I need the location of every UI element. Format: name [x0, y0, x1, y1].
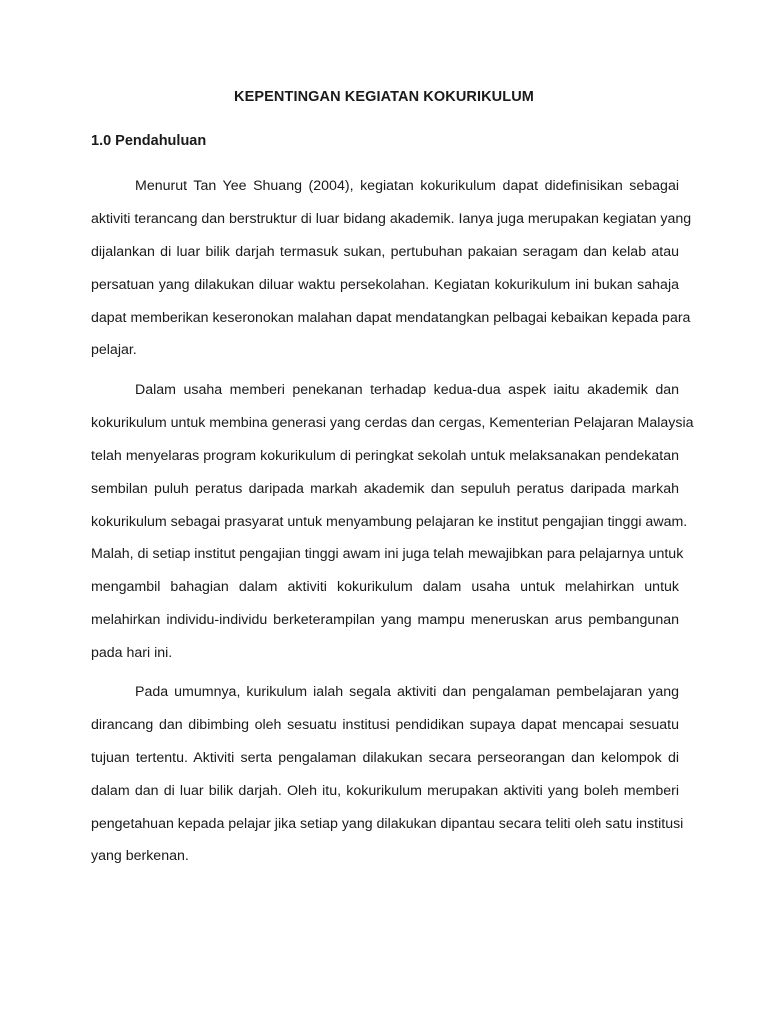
paragraph-3: [91, 676, 684, 873]
paragraph-line: dapat memberikan keseronokan malahan dapat mendatangkan pelbagai kebaikan kepada para: [91, 309, 691, 326]
paragraph-line: Pada umumnya, kurikulum ialah segala aktiviti dan pengalaman pembelajaran yang: [135, 684, 679, 700]
paragraph-line: dalam dan di luar bilik darjah. Oleh itu, kokurikulum merupakan aktiviti yang boleh memberi: [91, 782, 679, 799]
paragraph-line: dijalankan di luar bilik darjah termasuk sukan, pertubuhan pakaian seragam dan kelab atau: [91, 243, 679, 260]
paragraph-line: pelajar.: [91, 342, 137, 359]
paragraph-line: kokurikulum sebagai prasyarat untuk menyambung pelajaran ke institut pengajian tinggi awam.: [91, 513, 688, 530]
paragraph-line: Malah, di setiap institut pengajian tinggi awam ini juga telah mewajibkan para pelajarnya untuk: [91, 546, 684, 563]
paragraph-line: Menurut Tan Yee Shuang (2004), kegiatan kokurikulum dapat didefinisikan sebagai: [135, 178, 679, 194]
section-heading: 1.0 Pendahuluan: [91, 133, 207, 149]
paragraph-line: kokurikulum untuk membina generasi yang cerdas dan cergas, Kementerian Pelajaran Malaysia: [91, 414, 694, 431]
paragraph-line: mengambil bahagian dalam aktiviti kokurikulum dalam usaha untuk melahirkan untuk: [91, 579, 679, 596]
paragraph-line: melahirkan individu-individu berketerampilan yang mampu meneruskan arus pembangunan: [91, 612, 679, 629]
paragraph-line: pada hari ini.: [91, 645, 173, 662]
paragraph-line: pengetahuan kepada pelajar jika setiap yang dilakukan dipantau secara teliti oleh satu institusi: [91, 815, 684, 832]
paragraph-2: [91, 374, 694, 670]
paragraph-line: telah menyelaras program kokurikulum di peringkat sekolah untuk melaksanakan pendekatan: [91, 447, 679, 464]
paragraph-line: aktiviti terancang dan berstruktur di luar bidang akademik. Ianya juga merupakan kegiatan yang: [91, 210, 692, 227]
document-title: KEPENTINGAN KEGIATAN KOKURIKULUM: [234, 89, 534, 105]
paragraph-line: yang berkenan.: [91, 848, 189, 865]
paragraph-line: Dalam usaha memberi penekanan terhadap kedua-dua aspek iaitu akademik dan: [135, 382, 679, 398]
paragraph-line: persatuan yang dilakukan diluar waktu persekolahan. Kegiatan kokurikulum ini bukan sahaja: [91, 276, 679, 293]
paragraph-line: sembilan puluh peratus daripada markah akademik dan sepuluh peratus daripada markah: [91, 480, 679, 497]
paragraph-line: tujuan tertentu. Aktiviti serta pengalaman dilakukan secara perseorangan dan kelompok di: [91, 749, 679, 766]
paragraph-line: dirancang dan dibimbing oleh sesuatu institusi pendidikan supaya dapat mencapai sesuatu: [91, 716, 679, 733]
paragraph-1: [91, 170, 692, 367]
